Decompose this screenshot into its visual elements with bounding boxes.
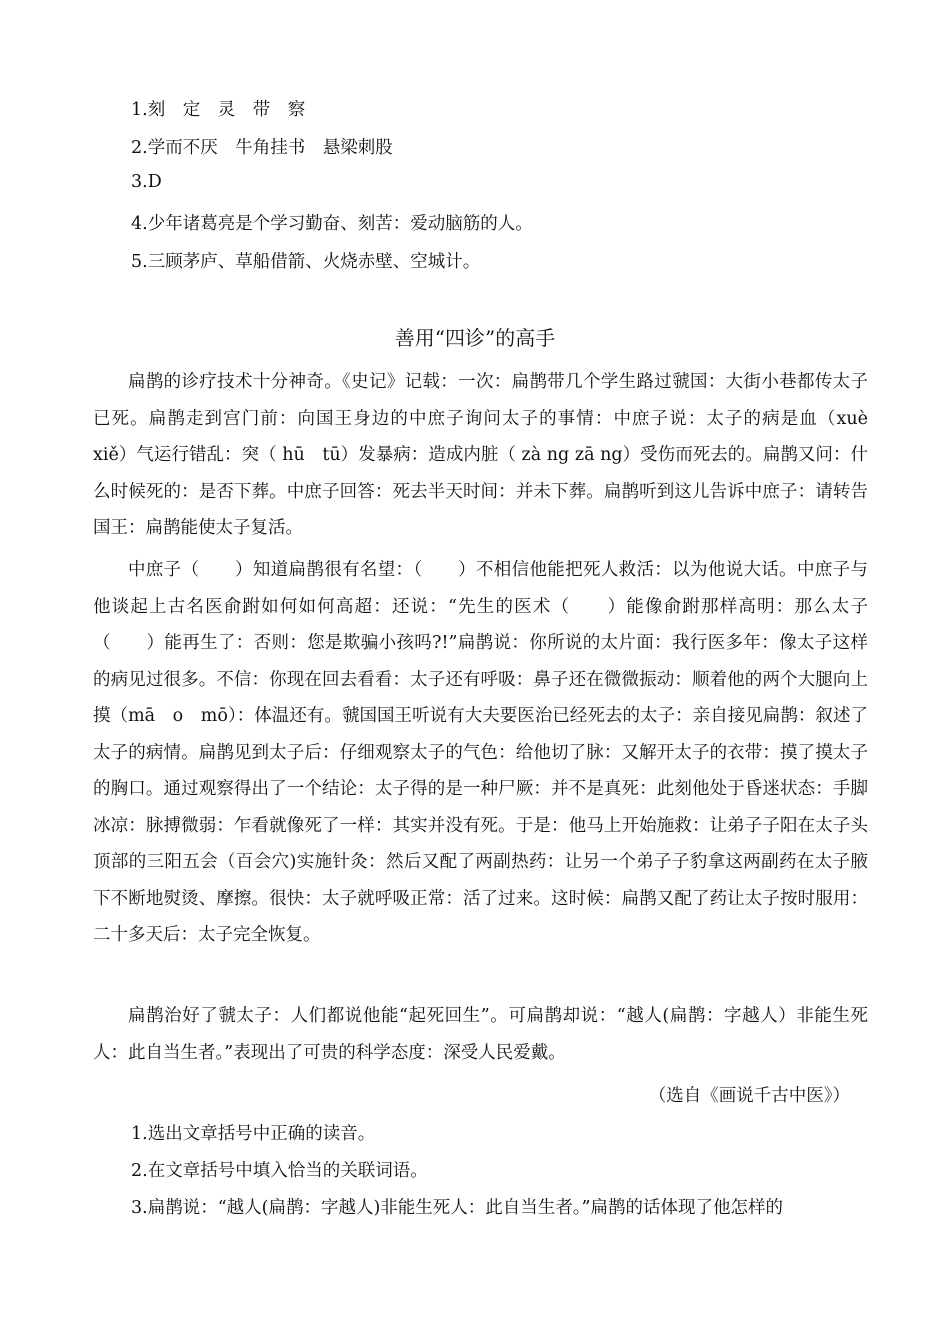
answer-1: 1.刻 定 灵 带 察 [131,100,306,120]
question-2: 2.在文章括号中填入恰当的关联词语。 [131,1161,428,1181]
article-paragraph-1: 扁鹊的诊疗技术十分神奇。《史记》记载：一次：扁鹊带几个学生路过虢国：大街小巷都传太子已死。扁鹊走到宫门前：向国王身边的中庶子询问太子的事情：中庶子说：太子的病是血（xuè xiě）气运行错乱：突（ hū tū）发暴病：造成内脏（ zà ng zā ng）受伤而死去的。扁鹊又问：什么时候死的：是否下葬。中庶子回答：死去半天时间：并未下葬。扁鹊听到这儿告诉中庶子：请转告国王：扁鹊能使太子复活。 [93,372,886,538]
article-paragraph-3: 扁鹊治好了虢太子：人们都说他能“起死回生”。可扁鹊却说：“越人(扁鹊：字越人）非能生死人：此自当生者。”表现出了可贵的科学态度：深受人民爱戴。 [93,1006,868,1063]
answer-3: 3.D [131,172,162,192]
article-title: 善用“四诊”的高手 [394,326,556,350]
article-paragraph-2: 中庶子（ ）知道扁鹊很有名望：（ ）不相信他能把死人救活：以为他说大话。中庶子与他谈起上古名医俞跗如何如何高超：还说：“先生的医术（ ）能像俞跗那样高明：那么太子（ ）能再生了：否则：您是欺骗小孩吗?!”扁鹊说：你所说的太片面：我行医多年：像太子这样的病见过很多。不信：你现在回去看看：太子还有呼吸：鼻子还在微微振动：顺着他的两个大腿向上摸（mā o mō）：体温还有。虢国国王听说有大夫要医治已经死去的太子：亲自接见扁鹊：叙述了太子的病情。扁鹊见到太子后：仔细观察太子的气色：给他切了脉：又解开太子的衣带：摸了摸太子的胸口。通过观察得出了一个结论：太子得的是一种尸厥：并不是真死：此刻他处于昏迷状态：手脚冰凉：脉搏微弱：乍看就像死了一样：其实并没有死。于是：他马上开始施救：让弟子子阳在太子头顶部的三阳五会（百会穴)实施针灸：然后又配了两副热药：让另一个弟子子豹拿这两副药在太子腋下不断地熨烫、摩擦。很快：太子就呼吸正常：活了过来。这时候：扁鹊又配了药让太子按时服用：二十多天后：太子完全恢复。 [93,560,868,945]
answer-2: 2.学而不厌 牛角挂书 悬梁刺股 [131,138,393,158]
article-source: （选自《画说千古中医》） [648,1086,850,1106]
question-1: 1.选出文章括号中正确的读音。 [131,1124,376,1144]
answer-4: 4.少年诸葛亮是个学习勤奋、刻苦：爱动脑筋的人。 [131,214,533,234]
answer-5: 5.三顾茅庐、草船借箭、火烧赤壁、空城计。 [131,252,481,272]
question-3: 3.扁鹊说：“越人(扁鹊：字越人)非能生死人：此自当生者。”扁鹊的话体现了他怎样的 [131,1198,783,1218]
